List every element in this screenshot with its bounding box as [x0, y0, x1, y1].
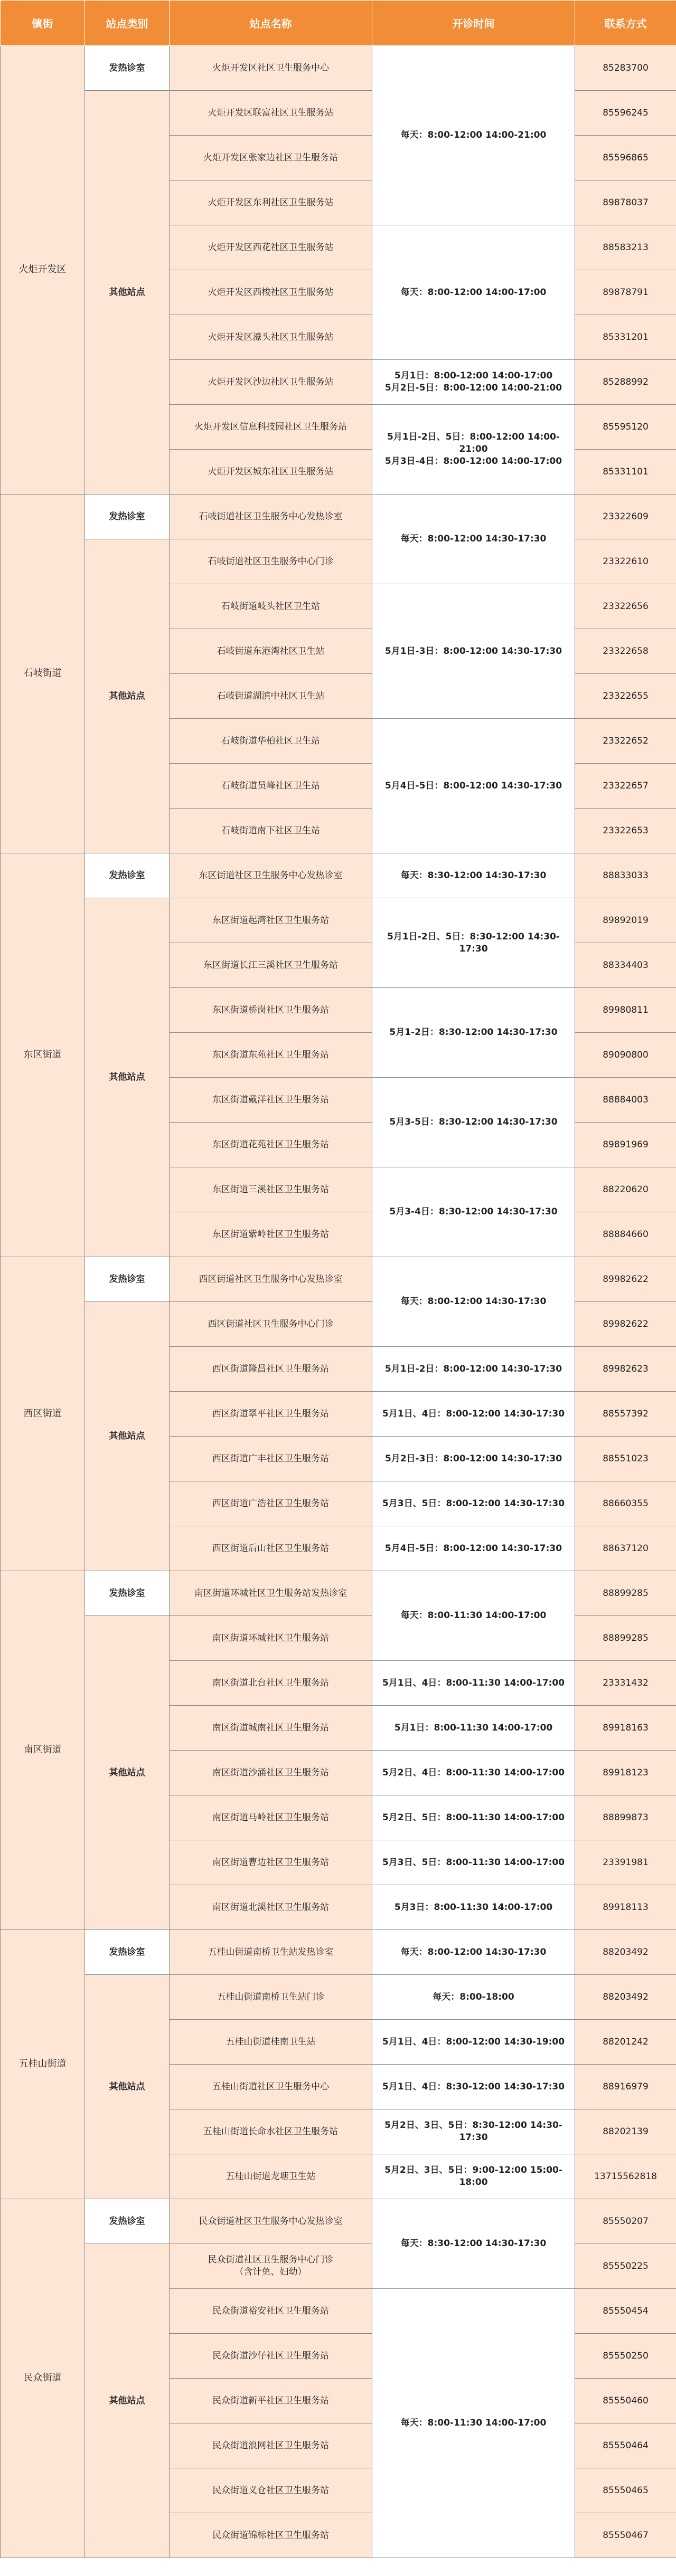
- site-name-cell: 西区街道广丰社区卫生服务站: [170, 1437, 372, 1481]
- table-body: [1, 46, 676, 2558]
- hours-cell: 5月1日-3日：8:00-12:00 14:30-17:30: [372, 584, 575, 719]
- site-name-cell: 石岐街道南下社区卫生站: [170, 809, 372, 853]
- site-name-cell: 民众街道社区卫生服务中心门诊 （含计免、妇幼）: [170, 2244, 372, 2289]
- hours-cell: 5月2日、4日：8:00-11:30 14:00-17:00: [372, 1751, 575, 1795]
- site-name-cell: 东区街道紫岭社区卫生服务站: [170, 1212, 372, 1257]
- hours-cell: 5月1日、4日：8:00-12:00 14:30-19:00: [372, 2020, 575, 2065]
- phone-cell: 23322610: [575, 539, 676, 584]
- site-name-cell: 东区街道戴洋社区卫生服务站: [170, 1078, 372, 1123]
- phone-cell: 23391981: [575, 1840, 676, 1885]
- site-name-cell: 南区街道沙涌社区卫生服务站: [170, 1751, 372, 1795]
- site-name-cell: 西区街道隆昌社区卫生服务站: [170, 1347, 372, 1392]
- phone-cell: 85331101: [575, 450, 676, 495]
- phone-cell: 89892019: [575, 898, 676, 943]
- town-cell: 南区街道: [1, 1571, 85, 1930]
- hours-cell: 每天：8:00-12:00 14:30-17:30: [372, 1930, 575, 1975]
- table-row: [1, 539, 676, 584]
- site-name-cell: 五桂山街道桂南卫生站: [170, 2020, 372, 2065]
- site-name-cell: 火炬开发区西梭社区卫生服务站: [170, 270, 372, 315]
- site-name-cell: 火炬开发区联富社区卫生服务站: [170, 91, 372, 136]
- phone-cell: 89982623: [575, 1347, 676, 1392]
- table-row: [1, 91, 676, 136]
- phone-cell: 85595120: [575, 405, 676, 450]
- site-name-cell: 东区街道花苑社区卫生服务站: [170, 1123, 372, 1167]
- hours-cell: 每天：8:00-12:00 14:30-17:30: [372, 495, 575, 584]
- site-name-cell: 火炬开发区信息科技园社区卫生服务站: [170, 405, 372, 450]
- phone-cell: 88637120: [575, 1526, 676, 1571]
- table-header-row: [1, 1, 676, 46]
- town-cell: 西区街道: [1, 1257, 85, 1571]
- site-name-cell: 东区街道东苑社区卫生服务站: [170, 1033, 372, 1078]
- site-name-cell: 南区街道北溪社区卫生服务站: [170, 1885, 372, 1930]
- town-cell: 五桂山街道: [1, 1930, 85, 2199]
- site-name-cell: 火炬开发区西花社区卫生服务站: [170, 225, 372, 270]
- table-row: [1, 1930, 676, 1975]
- town-cell: 石岐街道: [1, 495, 85, 853]
- town-cell: 东区街道: [1, 853, 85, 1257]
- site-name-cell: 南区街道马岭社区卫生服务站: [170, 1795, 372, 1840]
- phone-cell: 89918163: [575, 1706, 676, 1751]
- site-name-cell: 民众街道新平社区卫生服务站: [170, 2379, 372, 2423]
- site-name-cell: 火炬开发区城东社区卫生服务站: [170, 450, 372, 495]
- phone-cell: 23322657: [575, 764, 676, 809]
- phone-cell: 89878037: [575, 180, 676, 225]
- site-name-cell: 火炬开发区濠头社区卫生服务站: [170, 315, 372, 360]
- phone-cell: 23322609: [575, 495, 676, 539]
- phone-cell: 23322655: [575, 674, 676, 719]
- phone-cell: 88916979: [575, 2065, 676, 2109]
- hours-cell: 5月3日、5日：8:00-11:30 14:00-17:00: [372, 1840, 575, 1885]
- phone-cell: 88833033: [575, 853, 676, 898]
- phone-cell: 85288992: [575, 360, 676, 405]
- site-name-cell: 南区街道环城社区卫生服务站发热诊室: [170, 1571, 372, 1616]
- phone-cell: 13715562818: [575, 2154, 676, 2199]
- hours-cell: 5月3日、5日：8:00-12:00 14:30-17:30: [372, 1481, 575, 1526]
- site-name-cell: 五桂山街道南桥卫生站门诊: [170, 1975, 372, 2020]
- hours-cell: 5月3-5日：8:30-12:00 14:30-17:30: [372, 1078, 575, 1167]
- site-name-cell: 五桂山街道社区卫生服务中心: [170, 2065, 372, 2109]
- site-name-cell: 西区街道后山社区卫生服务站: [170, 1526, 372, 1571]
- hours-cell: 5月1日-2日、5日：8:30-12:00 14:30-17:30: [372, 898, 575, 988]
- phone-cell: 89878791: [575, 270, 676, 315]
- town-cell: 火炬开发区: [1, 46, 85, 495]
- site-type-cell: 其他站点: [85, 539, 170, 853]
- phone-cell: 85550207: [575, 2199, 676, 2244]
- phone-cell: 85550464: [575, 2423, 676, 2468]
- phone-cell: 85550467: [575, 2513, 676, 2558]
- hours-cell: 每天：8:00-11:30 14:00-17:00: [372, 1571, 575, 1661]
- site-type-cell: 其他站点: [85, 1302, 170, 1571]
- site-name-cell: 石岐街道东港湾社区卫生站: [170, 629, 372, 674]
- site-name-cell: 西区街道社区卫生服务中心门诊: [170, 1302, 372, 1347]
- phone-cell: 88884003: [575, 1078, 676, 1123]
- hours-cell: 5月1-2日：8:30-12:00 14:30-17:30: [372, 988, 575, 1078]
- phone-cell: 88583213: [575, 225, 676, 270]
- phone-cell: 85596245: [575, 91, 676, 136]
- table-row: [1, 495, 676, 539]
- site-name-cell: 东区街道三溪社区卫生服务站: [170, 1167, 372, 1212]
- site-name-cell: 民众街道沙仔社区卫生服务站: [170, 2334, 372, 2379]
- table-row: [1, 1257, 676, 1302]
- phone-cell: 85283700: [575, 46, 676, 91]
- site-name-cell: 民众街道锦标社区卫生服务站: [170, 2513, 372, 2558]
- site-name-cell: 石岐街道岐头社区卫生站: [170, 584, 372, 629]
- site-name-cell: 西区街道广浩社区卫生服务站: [170, 1481, 372, 1526]
- table-row: [1, 853, 676, 898]
- site-name-cell: 石岐街道华柏社区卫生站: [170, 719, 372, 764]
- site-name-cell: 火炬开发区沙边社区卫生服务站: [170, 360, 372, 405]
- phone-cell: 85596865: [575, 136, 676, 180]
- phone-cell: 85331201: [575, 315, 676, 360]
- table-row: [1, 1616, 676, 1661]
- phone-cell: 85550460: [575, 2379, 676, 2423]
- hours-cell: 5月1日：8:00-11:30 14:00-17:00: [372, 1706, 575, 1751]
- site-name-cell: 南区街道北台社区卫生服务站: [170, 1661, 372, 1706]
- hours-cell: 5月1日、4日：8:30-12:00 14:30-17:30: [372, 2065, 575, 2109]
- hours-cell: 每天：8:00-12:00 14:30-17:30: [372, 1257, 575, 1347]
- header-site-name: 站点名称: [170, 1, 372, 46]
- hours-cell: 每天：8:30-12:00 14:30-17:30: [372, 853, 575, 898]
- site-name-cell: 民众街道浪网社区卫生服务站: [170, 2423, 372, 2468]
- hours-cell: 5月2日、3日、5日：9:00-12:00 15:00-18:00: [372, 2154, 575, 2199]
- table-row: [1, 46, 676, 91]
- header-phone: 联系方式: [575, 1, 676, 46]
- table-row: [1, 2244, 676, 2289]
- site-name-cell: 民众街道义仓社区卫生服务站: [170, 2468, 372, 2513]
- site-name-cell: 火炬开发区社区卫生服务中心: [170, 46, 372, 91]
- site-type-cell: 其他站点: [85, 1616, 170, 1930]
- phone-cell: 88334403: [575, 943, 676, 988]
- site-type-cell: 发热诊室: [85, 46, 170, 91]
- table-row: [1, 1975, 676, 2020]
- site-type-cell: 其他站点: [85, 91, 170, 495]
- phone-cell: 85550454: [575, 2289, 676, 2334]
- phone-cell: 85550465: [575, 2468, 676, 2513]
- phone-cell: 89918123: [575, 1751, 676, 1795]
- site-name-cell: 石岐街道社区卫生服务中心门诊: [170, 539, 372, 584]
- header-site-type: 站点类别: [85, 1, 170, 46]
- site-name-cell: 五桂山街道南桥卫生站发热诊室: [170, 1930, 372, 1975]
- hours-cell: 每天：8:00-12:00 14:00-21:00: [372, 46, 575, 225]
- site-type-cell: 发热诊室: [85, 1930, 170, 1975]
- site-name-cell: 火炬开发区张家边社区卫生服务站: [170, 136, 372, 180]
- site-name-cell: 南区街道曹边社区卫生服务站: [170, 1840, 372, 1885]
- phone-cell: 88220620: [575, 1167, 676, 1212]
- site-name-cell: 石岐街道员峰社区卫生站: [170, 764, 372, 809]
- phone-cell: 23322653: [575, 809, 676, 853]
- hours-cell: 每天：8:00-18:00: [372, 1975, 575, 2020]
- phone-cell: 88899285: [575, 1571, 676, 1616]
- phone-cell: 89980811: [575, 988, 676, 1033]
- site-name-cell: 石岐街道社区卫生服务中心发热诊室: [170, 495, 372, 539]
- phone-cell: 23331432: [575, 1661, 676, 1706]
- site-name-cell: 五桂山街道长命水社区卫生服务站: [170, 2109, 372, 2154]
- site-type-cell: 发热诊室: [85, 853, 170, 898]
- site-name-cell: 南区街道环城社区卫生服务站: [170, 1616, 372, 1661]
- site-type-cell: 其他站点: [85, 898, 170, 1257]
- site-name-cell: 石岐街道湖滨中社区卫生站: [170, 674, 372, 719]
- site-type-cell: 发热诊室: [85, 1571, 170, 1616]
- table-row: [1, 1571, 676, 1616]
- phone-cell: 88201242: [575, 2020, 676, 2065]
- phone-cell: 88551023: [575, 1437, 676, 1481]
- phone-cell: 88660355: [575, 1481, 676, 1526]
- hours-cell: 每天：8:00-11:30 14:00-17:00: [372, 2289, 575, 2558]
- site-name-cell: 民众街道社区卫生服务中心发热诊室: [170, 2199, 372, 2244]
- phone-cell: 89891969: [575, 1123, 676, 1167]
- site-type-cell: 其他站点: [85, 1975, 170, 2199]
- site-name-cell: 西区街道翠平社区卫生服务站: [170, 1392, 372, 1437]
- hours-cell: 5月3-4日：8:30-12:00 14:30-17:30: [372, 1167, 575, 1257]
- phone-cell: 88203492: [575, 1975, 676, 2020]
- site-name-cell: 五桂山街道龙塘卫生站: [170, 2154, 372, 2199]
- site-type-cell: 发热诊室: [85, 495, 170, 539]
- table-row: [1, 898, 676, 943]
- hours-cell: 5月1日-2日：8:00-12:00 14:30-17:30: [372, 1347, 575, 1392]
- hours-cell: 5月2日、3日、5日：8:30-12:00 14:30-17:30: [372, 2109, 575, 2154]
- hours-cell: 5月3日：8:00-11:30 14:00-17:00: [372, 1885, 575, 1930]
- hours-cell: 5月1日、4日：8:00-11:30 14:00-17:00: [372, 1661, 575, 1706]
- phone-cell: 23322656: [575, 584, 676, 629]
- phone-cell: 88203492: [575, 1930, 676, 1975]
- phone-cell: 89090800: [575, 1033, 676, 1078]
- phone-cell: 89982622: [575, 1257, 676, 1302]
- phone-cell: 23322658: [575, 629, 676, 674]
- table-row: [1, 2199, 676, 2244]
- phone-cell: 88899873: [575, 1795, 676, 1840]
- hours-cell: 5月4日-5日：8:00-12:00 14:30-17:30: [372, 1526, 575, 1571]
- site-type-cell: 其他站点: [85, 2244, 170, 2558]
- site-name-cell: 东区街道桥岗社区卫生服务站: [170, 988, 372, 1033]
- site-name-cell: 东区街道社区卫生服务中心发热诊室: [170, 853, 372, 898]
- table-row: [1, 1302, 676, 1347]
- phone-cell: 89918113: [575, 1885, 676, 1930]
- hours-cell: 5月2日-3日：8:00-12:00 14:30-17:30: [372, 1437, 575, 1481]
- site-type-cell: 发热诊室: [85, 1257, 170, 1302]
- hours-cell: 5月4日-5日：8:00-12:00 14:30-17:30: [372, 719, 575, 853]
- hours-cell: 5月1日-2日、5日：8:00-12:00 14:00-21:00 5月3日-4日：8:00-12:00 14:00-17:00: [372, 405, 575, 495]
- site-name-cell: 民众街道裕安社区卫生服务站: [170, 2289, 372, 2334]
- hours-cell: 每天：8:30-12:00 14:30-17:30: [372, 2199, 575, 2289]
- header-hours: 开诊时间: [372, 1, 575, 46]
- site-name-cell: 南区街道城南社区卫生服务站: [170, 1706, 372, 1751]
- hours-cell: 5月1日：8:00-12:00 14:00-17:00 5月2日-5日：8:00-12:00 14:00-21:00: [372, 360, 575, 405]
- phone-cell: 23322652: [575, 719, 676, 764]
- site-name-cell: 东区街道长江三溪社区卫生服务站: [170, 943, 372, 988]
- phone-cell: 88202139: [575, 2109, 676, 2154]
- town-cell: 民众街道: [1, 2199, 85, 2558]
- hours-cell: 5月2日、5日：8:00-11:30 14:00-17:00: [372, 1795, 575, 1840]
- phone-cell: 88884660: [575, 1212, 676, 1257]
- site-name-cell: 火炬开发区东利社区卫生服务站: [170, 180, 372, 225]
- site-name-cell: 东区街道起湾社区卫生服务站: [170, 898, 372, 943]
- hours-cell: 5月1日、4日：8:00-12:00 14:30-17:30: [372, 1392, 575, 1437]
- site-type-cell: 发热诊室: [85, 2199, 170, 2244]
- phone-cell: 88899285: [575, 1616, 676, 1661]
- hours-cell: 每天：8:00-12:00 14:00-17:00: [372, 225, 575, 360]
- phone-cell: 85550225: [575, 2244, 676, 2289]
- site-name-cell: 西区街道社区卫生服务中心发热诊室: [170, 1257, 372, 1302]
- phone-cell: 88557392: [575, 1392, 676, 1437]
- phone-cell: 89982622: [575, 1302, 676, 1347]
- header-town: 镇街: [1, 1, 85, 46]
- phone-cell: 85550250: [575, 2334, 676, 2379]
